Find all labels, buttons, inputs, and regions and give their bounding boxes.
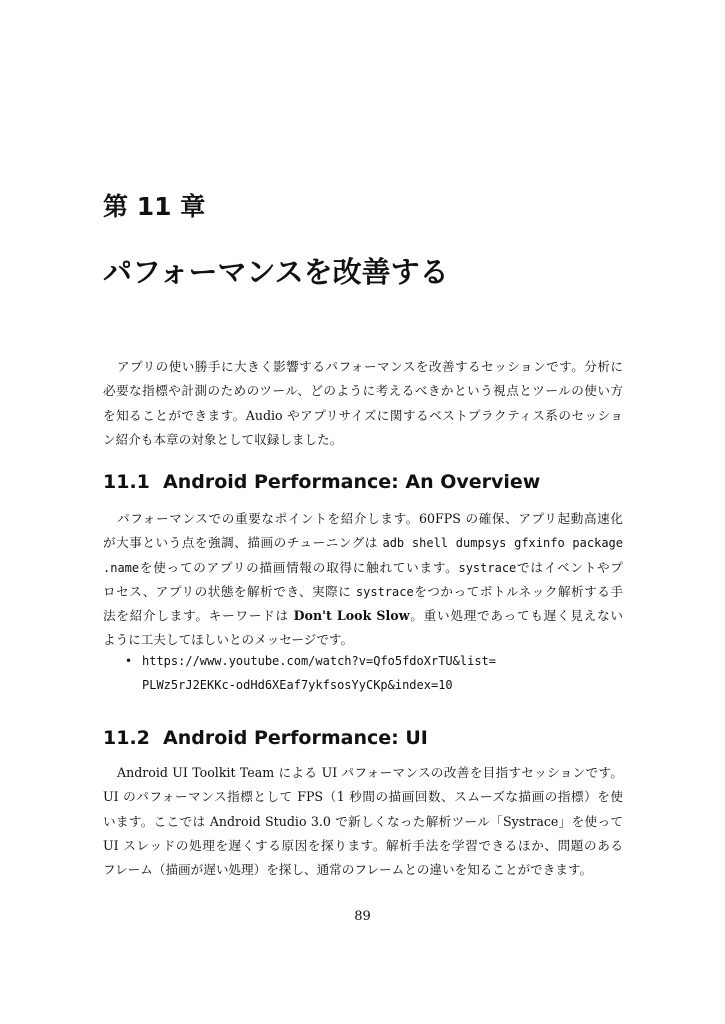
intro-line: 必要な指標や計測のためのツール、どのように考えるべきかという視点とツールの使い方 xyxy=(103,383,623,399)
paragraph-line: UI のパフォーマンス指標として FPS（1 秒間の描画回数、スムーズな描画の指標）を使 xyxy=(103,789,623,805)
paragraph-line xyxy=(103,556,623,580)
text-run: ロセス、アプリの状態を解析でき、実際に xyxy=(103,583,356,599)
intro-line: アプリの使い勝手に大きく影響するパフォーマンスを改善するセッションです。分析に xyxy=(117,359,623,374)
section-heading-11-2 xyxy=(103,725,428,751)
chapter-title: パフォーマンスを改善する xyxy=(103,255,449,289)
paragraph-line: ように工夫してほしいとのメッセージです。 xyxy=(103,632,354,648)
text-run: ではイベントやプ xyxy=(516,559,623,575)
video-link-continuation[interactable]: PLWz5rJ2EKKc-odHd6XEaf7ykfsosYyCKp&index=10 xyxy=(142,678,453,692)
section-number: 11.1 xyxy=(103,471,150,493)
text-run: をつかってボトルネック解析する手 xyxy=(413,583,623,599)
list-item xyxy=(125,649,625,673)
text-run: が大事という点を強調、描画のチューニングは xyxy=(103,535,383,551)
section-number: 11.2 xyxy=(103,727,150,749)
intro-paragraph xyxy=(103,355,623,452)
keyword-text: Don't Look Slow xyxy=(293,608,410,624)
text-run: を使ってのアプリの描画情報の取得に触れています。 xyxy=(139,559,459,575)
section-heading-11-1 xyxy=(103,469,540,495)
video-link[interactable]: https://www.youtube.com/watch?v=Qfo5fdoXrTU&list= xyxy=(142,654,497,668)
intro-line: を知ることができます。Audio やアプリサイズに関するベストプラクティス系のセッショ xyxy=(103,407,623,423)
section-title: Android Performance: UI xyxy=(163,727,428,749)
paragraph-line xyxy=(103,580,623,604)
section-2-paragraph xyxy=(103,761,623,882)
chapter-label: 第 11 章 xyxy=(103,192,206,221)
section-title: Android Performance: An Overview xyxy=(163,471,541,493)
page-number: 89 xyxy=(354,909,371,924)
text-run: 法を紹介します。キーワードは xyxy=(103,608,294,624)
text-run: 。重い処理であっても遅く見えない xyxy=(409,608,623,624)
paragraph-line: Android UI Toolkit Team による UI パフォーマンスの改善を目指すセッションです。 xyxy=(117,765,623,780)
code-text: adb shell dumpsys gfxinfo package xyxy=(382,536,623,551)
paragraph-line: パフォーマンスでの重要なポイントを紹介します。60FPS の確保、アプリ起動高速化 xyxy=(117,511,623,526)
code-text: systrace xyxy=(458,560,517,575)
intro-line: ン紹介も本章の対象として収録しました。 xyxy=(103,431,343,447)
code-text: .name xyxy=(103,560,140,575)
link-list xyxy=(125,649,625,697)
paragraph-line xyxy=(103,531,623,555)
section-1-paragraph xyxy=(103,507,623,653)
code-text: systrace xyxy=(355,584,414,599)
paragraph-line: フレーム（描画が遅い処理）を探し、通常のフレームとの違いを知ることができます。 xyxy=(103,862,593,878)
paragraph-line xyxy=(103,604,623,628)
paragraph-line: います。ここでは Android Studio 3.0 で新しくなった解析ツール「Systrace」を使って xyxy=(103,813,623,829)
bullet-icon: • xyxy=(125,654,133,668)
paragraph-line: UI スレッドの処理を遅くする原因を探ります。解析手法を学習できるほか、問題のある xyxy=(103,837,623,853)
